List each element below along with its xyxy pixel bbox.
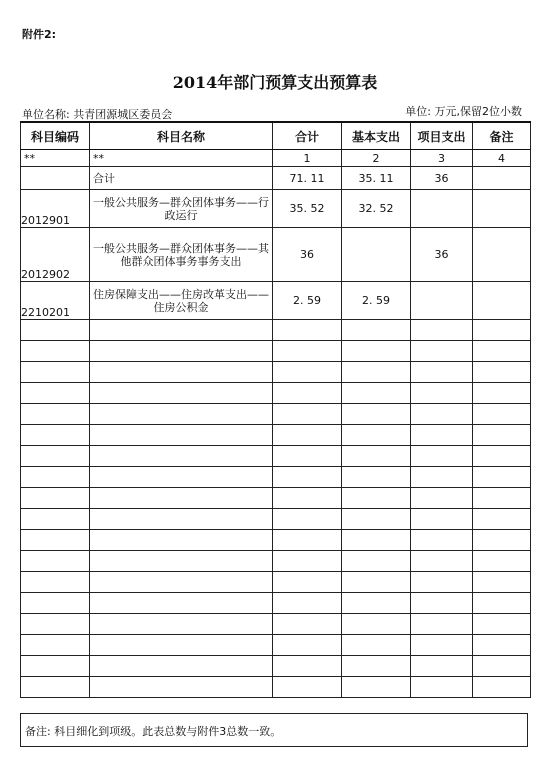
attachment-label: 附件2: [22,28,57,41]
empty-row [21,467,531,488]
sequence-row [21,150,531,167]
unit-name: 单位名称: 共青团源城区委员会 [22,108,173,121]
row-total: 36 [273,228,342,282]
seq-total: 1 [273,150,342,167]
sum-project: 36 [411,167,473,190]
header-note: 备注 [473,122,531,150]
table-row [21,228,531,282]
empty-row [21,677,531,698]
row-note [473,228,531,282]
seq-note: 4 [473,150,531,167]
empty-row [21,530,531,551]
header-project: 项目支出 [411,122,473,150]
row-project: 36 [411,228,473,282]
seq-basic: 2 [342,150,411,167]
row-code: 2012902 [21,228,90,282]
row-code: 2012901 [21,190,90,228]
row-basic [342,228,411,282]
header-basic: 基本支出 [342,122,411,150]
header-code: 科目编码 [21,122,90,150]
sum-row [21,167,531,190]
row-note [473,190,531,228]
row-total: 2. 59 [273,282,342,320]
row-basic: 2. 59 [342,282,411,320]
table-row [21,282,531,320]
row-total: 35. 52 [273,190,342,228]
seq-project: 3 [411,150,473,167]
empty-row [21,362,531,383]
row-basic: 32. 52 [342,190,411,228]
empty-row [21,404,531,425]
empty-row [21,320,531,341]
empty-row [21,656,531,677]
row-name: 住房保障支出——住房改革支出——住房公积金 [90,282,273,320]
budget-table [20,121,531,698]
row-name: 一般公共服务—群众团体事务——其他群众团体事务事务支出 [90,228,273,282]
header-row [21,122,531,150]
document-title: 2014年部门预算支出预算表 [172,73,378,92]
footnote: 备注: 科目细化到项级。此表总数与附件3总数一致。 [20,713,528,747]
unit-note: 单位: 万元,保留2位小数 [405,105,522,118]
empty-row [21,635,531,656]
empty-row [21,509,531,530]
sum-basic: 35. 11 [342,167,411,190]
sum-note [473,167,531,190]
empty-row [21,551,531,572]
seq-code: ** [21,150,90,167]
header-name: 科目名称 [90,122,273,150]
empty-row [21,446,531,467]
empty-row [21,572,531,593]
row-name: 一般公共服务—群众团体事务——行政运行 [90,190,273,228]
empty-row [21,383,531,404]
empty-row [21,614,531,635]
sum-name: 合计 [90,167,273,190]
seq-name: ** [90,150,273,167]
header-total: 合计 [273,122,342,150]
empty-row [21,425,531,446]
table-row [21,190,531,228]
sum-code [21,167,90,190]
row-project [411,282,473,320]
empty-row [21,488,531,509]
row-project [411,190,473,228]
empty-row [21,341,531,362]
row-code: 2210201 [21,282,90,320]
sum-total: 71. 11 [273,167,342,190]
row-note [473,282,531,320]
empty-row [21,593,531,614]
